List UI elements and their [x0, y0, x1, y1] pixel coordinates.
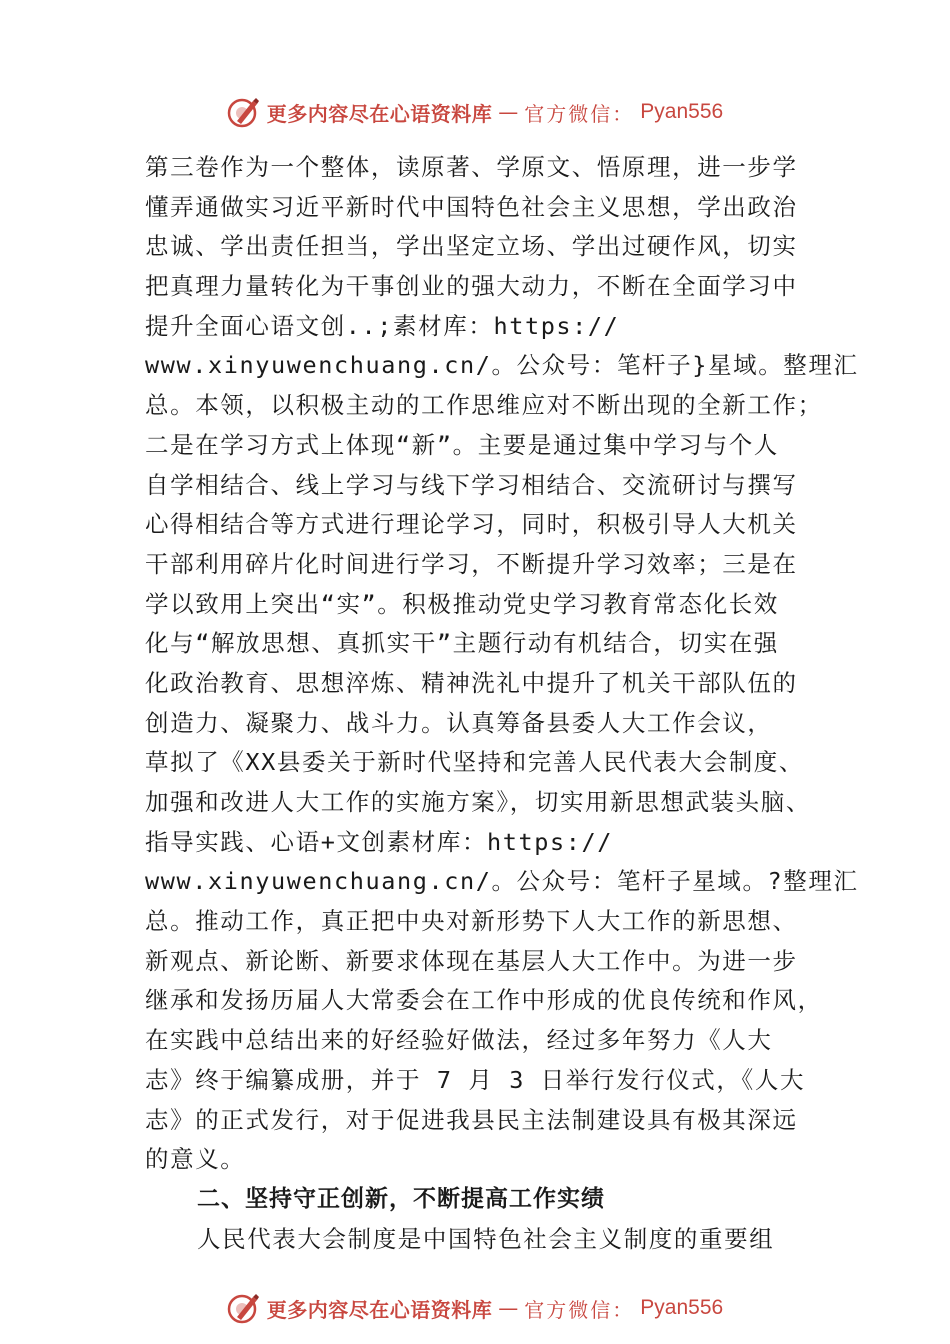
paragraph-line: 心得相结合等方式进行理论学习，同时，积极引导人大机关	[145, 510, 798, 539]
paragraph-line: 干部利用碎片化时间进行学习，不断提升学习效率；三是在	[145, 549, 798, 578]
section-heading: 二、坚持守正创新，不断提高工作实绩	[197, 1185, 605, 1212]
paragraph-line: 志》的正式发行，对于促进我县民主法制建设具有极其深远	[145, 1105, 798, 1134]
paragraph-line: 人民代表大会制度是中国特色社会主义制度的重要组	[197, 1224, 775, 1253]
paragraph-line: 继承和发扬历届人大常委会在工作中形成的优良传统和作风，	[145, 986, 823, 1015]
paragraph-line: 忠诚、学出责任担当，学出坚定立场、学出过硬作风，切实	[145, 232, 798, 261]
paragraph-line: 在实践中总结出来的好经验好做法，经过多年努力《人大	[145, 1026, 773, 1055]
banner-wechat-id: Pyan556	[640, 1296, 724, 1319]
paragraph-line: www.xinyuwenchuang.cn/。公众号：笔杆子}星域。整理汇	[145, 351, 859, 380]
paragraph-line: 草拟了《XX县委关于新时代坚持和完善人民代表大会制度、	[145, 748, 804, 777]
paragraph-line: 的意义。	[145, 1145, 246, 1174]
footer-banner	[0, 1288, 950, 1328]
paragraph-line: 总。推动工作，真正把中央对新形势下人大工作的新思想、	[145, 907, 798, 936]
paragraph-line: 把真理力量转化为干事创业的强大动力，不断在全面学习中	[145, 272, 798, 301]
banner-wechat-label: 官方微信：	[524, 101, 635, 126]
paragraph-line: 化政治教育、思想淬炼、精神洗礼中提升了机关干部队伍的	[145, 668, 798, 697]
banner-brand-text: 更多内容尽在心语资料库	[266, 101, 493, 126]
banner-brand-text: 更多内容尽在心语资料库	[266, 1297, 493, 1322]
banner-separator: —	[498, 100, 519, 124]
pen-logo-icon	[227, 1291, 261, 1325]
paragraph-line: 总。本领，以积极主动的工作思维应对不断出现的全新工作；	[145, 391, 823, 420]
paragraph-line: 自学相结合、线上学习与线下学习相结合、交流研讨与撰写	[145, 470, 798, 499]
paragraph-line: 第三卷作为一个整体，读原著、学原文、悟原理，进一步学	[145, 153, 798, 181]
paragraph-line: 化与“解放思想、真抓实干”主题行动有机结合，切实在强	[145, 629, 779, 658]
paragraph-line: 指导实践、心语+文创素材库：https://	[145, 827, 614, 856]
paragraph-line: www.xinyuwenchuang.cn/。公众号：笔杆子星域。?整理汇	[145, 867, 859, 896]
header-banner	[0, 92, 950, 132]
paragraph-line: 二是在学习方式上体现“新”。主要是通过集中学习与个人	[145, 430, 779, 459]
banner-wechat-id: Pyan556	[640, 100, 724, 123]
banner-wechat-label: 官方微信：	[524, 1297, 635, 1322]
paragraph-line: 学以致用上突出“实”。积极推动党史学习教育常态化长效	[145, 589, 779, 618]
paragraph-line: 新观点、新论断、新要求体现在基层人大工作中。为进一步	[145, 946, 798, 975]
document-body	[145, 148, 859, 1259]
banner-separator: —	[498, 1296, 519, 1320]
paragraph-line: 懂弄通做实习近平新时代中国特色社会主义思想，学出政治	[145, 192, 798, 221]
paragraph-line: 加强和改进人大工作的实施方案》，切实用新思想武装头脑、	[145, 788, 811, 816]
paragraph-line: 创造力、凝聚力、战斗力。认真筹备县委人大工作会议，	[145, 708, 773, 737]
pen-logo-icon	[227, 95, 261, 129]
paragraph-line: 提升全面心语文创..;素材库：https://	[145, 311, 620, 340]
paragraph-line: 志》终于编纂成册，并于 7 月 3 日举行发行仪式，《人大	[145, 1065, 806, 1094]
